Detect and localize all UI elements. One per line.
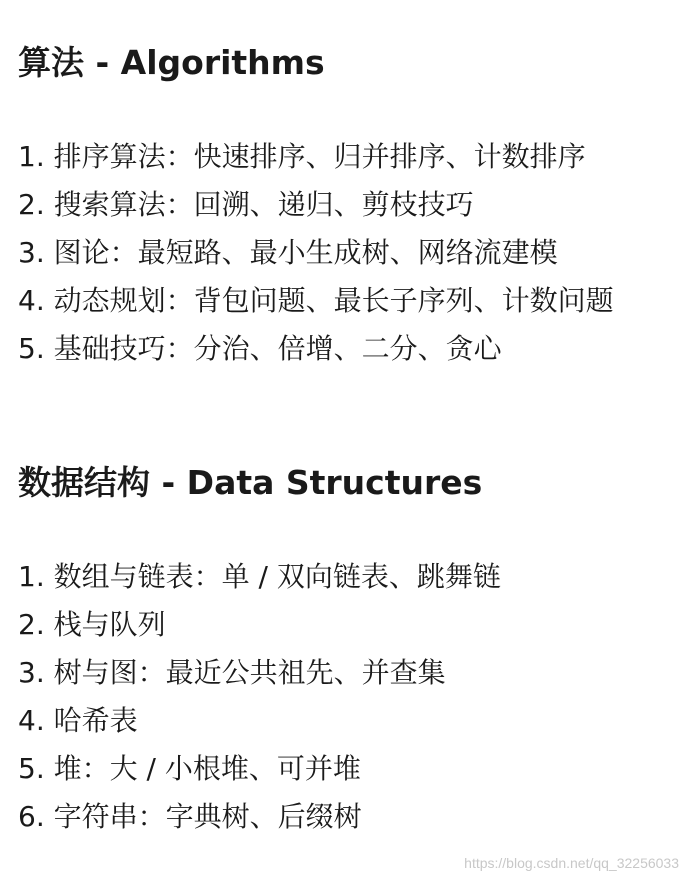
algorithms-list-item: 4. 动态规划：背包问题、最长子序列、计数问题 (18, 284, 614, 317)
data-structures-list-item: 4. 哈希表 (18, 704, 138, 737)
data-structures-section (18, 458, 677, 841)
data-structures-list-item: 6. 字符串：字典树、后缀树 (18, 800, 362, 833)
algorithms-heading: 算法 - Algorithms (18, 43, 325, 82)
data-structures-list (18, 553, 677, 841)
algorithms-section (18, 38, 677, 373)
algorithms-list-item: 1. 排序算法：快速排序、归并排序、计数排序 (18, 140, 586, 173)
data-structures-list-item: 2. 栈与队列 (18, 608, 166, 641)
algorithms-list-item: 3. 图论：最短路、最小生成树、网络流建模 (18, 236, 558, 269)
algorithms-list-item: 5. 基础技巧：分治、倍增、二分、贪心 (18, 332, 502, 365)
data-structures-list-item: 1. 数组与链表：单 / 双向链表、跳舞链 (18, 560, 501, 593)
data-structures-heading: 数据结构 - Data Structures (18, 463, 483, 502)
watermark-url: https://blog.csdn.net/qq_32256033 (464, 855, 679, 871)
data-structures-list-item: 5. 堆：大 / 小根堆、可并堆 (18, 752, 361, 785)
data-structures-list-item: 3. 树与图：最近公共祖先、并查集 (18, 656, 446, 689)
algorithms-list-item: 2. 搜索算法：回溯、递归、剪枝技巧 (18, 188, 474, 221)
algorithms-list (18, 133, 677, 373)
